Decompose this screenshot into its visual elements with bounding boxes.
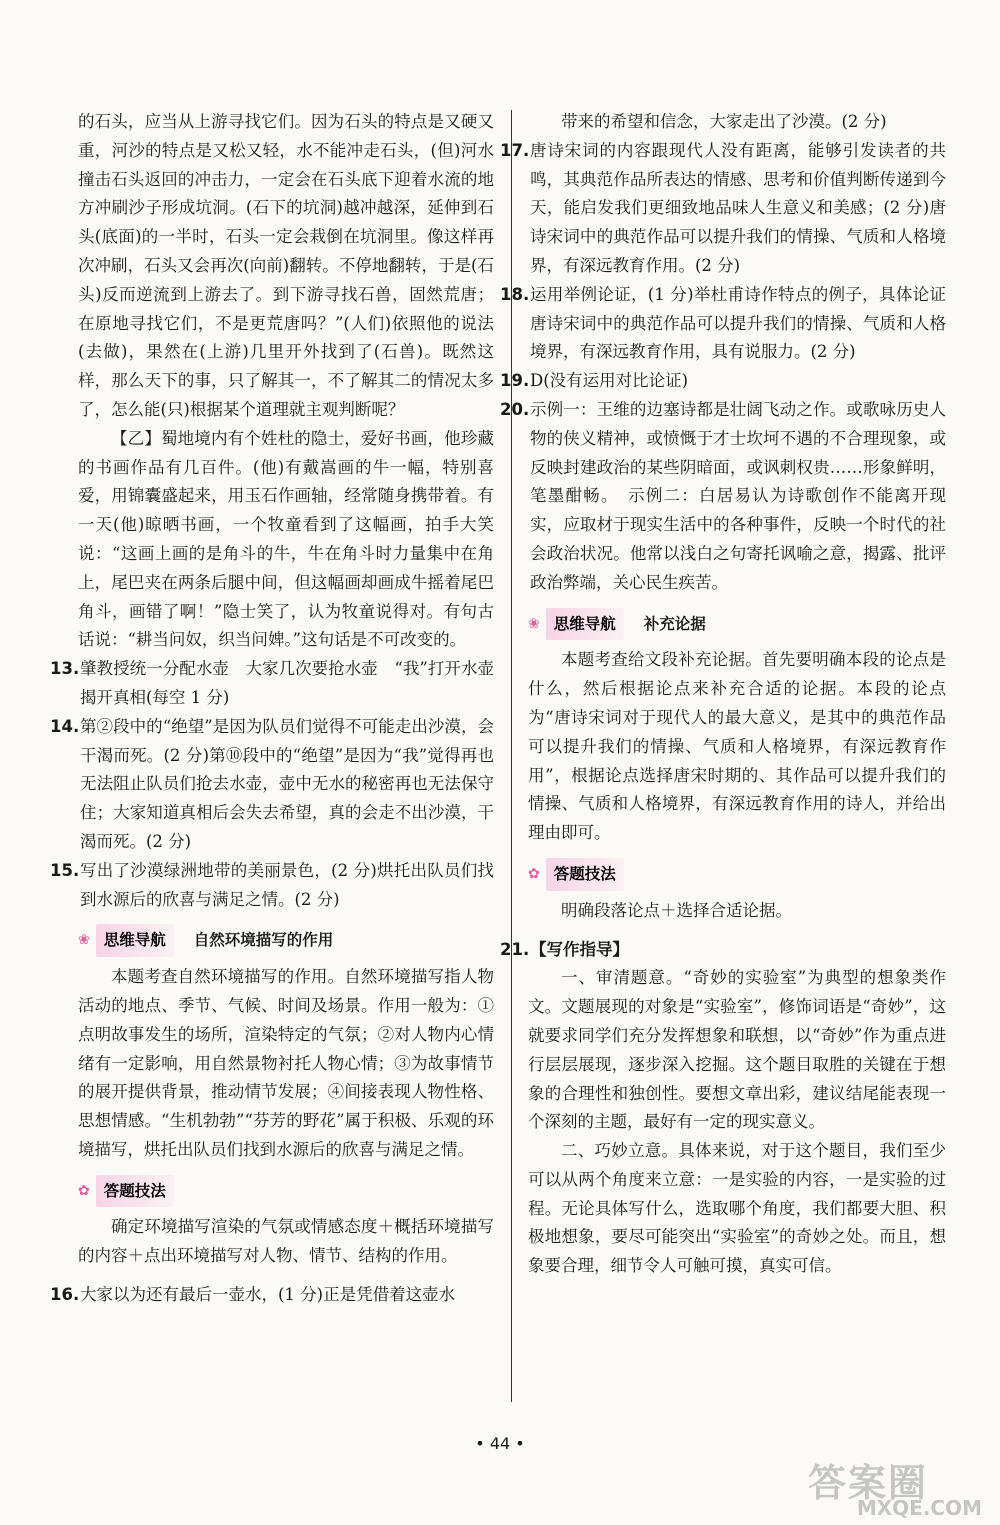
flower-icon: ❀ [528,615,540,632]
question-number: 20. [500,399,530,419]
question-number: 18. [500,284,530,304]
question-21 [500,936,946,965]
thinking-guide-heading [528,608,946,641]
left-column [50,108,494,1310]
flower-icon: ✿ [528,865,540,882]
section-tag: 思维导航 [546,608,624,641]
question-number: 13. [50,659,80,679]
flower-icon: ✿ [78,1182,90,1199]
answer-technique-body: 确定环境描写渲染的气氛或情感态度＋概括环境描写的内容＋点出环境描写对人物、情节、结构的作用。 [78,1217,494,1266]
answer-text: 唐诗宋词的内容跟现代人没有距离，能够引发读者的共鸣，其典范作品所表达的情感、思考和价值判断传递到今天，能启发我们更细致地品味人生意义和美感；(2 分)唐诗宋词中的典范作品可以提升我们的情操、气质和人格境界，有深远教育作用。(2 分) [530,140,946,275]
section-tag: 答题技法 [96,1175,174,1208]
right-column [500,108,946,1281]
writing-guide-paragraph-1: 一、审清题意。“奇妙的实验室”为典型的想象类作文。文题展现的对象是“实验室”，修饰词语是“奇妙”，这就要求同学们充分发挥想象和联想，以“奇妙”作为重点进行层层展现，逐步深入挖掘。这个题目取胜的关键在于想象的合理性和独创性。要想文章出彩，建议结尾能表现一个深刻的主题，最好有一定的现实意义。 [528,968,946,1132]
section-title: 补充论据 [643,614,706,633]
flower-icon: ❀ [78,932,90,949]
answer-text: 示例一：王维的边塞诗都是壮阔飞动之作。或歌咏历史人物的侠义精神，或愤慨于才士坎坷不遇的不合理现象，或反映封建政治的某些阴暗面，或讽刺权贵……形象鲜明，笔墨酣畅。 示例二：白居易认为诗歌创作不能离开现实，应取材于现实生活中的各种事件，反映一个时代的社会政治状况。他常以浅白之句寄托讽喻之意，揭露、批评政治弊端，关心民生疾苦。 [530,399,946,592]
section-tag: 答题技法 [546,858,624,891]
question-18 [500,281,946,367]
thinking-guide-body: 本题考查给文段补充论据。首先要明确本段的论点是什么，然后根据论点来补充合适的论据。本段的论点为“唐诗宋词对于现代人的最大意义，是其中的典范作品可以提升我们的情操、气质和人格境界，有深远教育作用”，根据论点选择唐宋时期的、其作品可以提升我们的情操、气质和人格境界，有深远教育作用的诗人，并给出理由即可。 [528,650,946,843]
section-tag: 思维导航 [96,924,174,957]
question-17 [500,137,946,281]
answer-text: 第②段中的“绝望”是因为队员们觉得不可能走出沙漠，会干渴而死。(2 分)第⑩段中的“绝望”是因为“我”觉得再也无法阻止队员们抢去水壶，壶中无水的秘密再也无法保守住；大家知道真相后会失去希望，真的会走不出沙漠，干渴而死。(2 分) [80,716,494,851]
answer-text: 运用举例论证，(1 分)举杜甫诗作特点的例子，具体论证唐诗宋词中的典范作品可以提升我们的情操、气质和人格境界，有深远教育作用，具有说服力。(2 分) [530,284,946,362]
answer-text: 写出了沙漠绿洲地带的美丽景色，(2 分)烘托出队员们找到水源后的欣喜与满足之情。(2 分) [80,860,494,909]
answer-technique-heading [528,858,946,891]
watermark-url: MXQE.COM [856,1496,982,1520]
thinking-guide-body: 本题考查自然环境描写的作用。自然环境描写指人物活动的地点、季节、气候、时间及场景。作用一般为：①点明故事发生的场所，渲染特定的气氛；②对人物内心情绪有一定影响，用自然景物衬托人物心情；③为故事情节的展开提供背景，推动情节发展；④间接表现人物性格、思想情感。“生机勃勃”“芬芳的野花”属于积极、乐观的环境描写，烘托出队员们找到水源后的欣喜与满足之情。 [78,967,494,1159]
question-15 [50,857,494,915]
thinking-guide-heading [78,924,494,957]
question-20 [500,396,946,598]
translation-paragraph-2: 【乙】蜀地境内有个姓杜的隐士，爱好书画，他珍藏的书画作品有几百件。(他)有戴嵩画的牛一幅，特别喜爱，用锦囊盛起来，用玉石作画轴，经常随身携带着。有一天(他)晾晒书画，一个牧童看到了这幅画，拍手大笑说：“这画上画的是角斗的牛，牛在角斗时力量集中在角上，尾巴夹在两条后腿中间，但这幅画却画成牛摇着尾巴角斗，画错了啊！”隐士笑了，认为牧童说得对。有句古话说：“耕当问奴，织当问婢。”这句话是不可改变的。 [78,428,494,650]
section-title: 自然环境描写的作用 [193,931,334,950]
question-number: 16. [50,1285,80,1305]
question-16-continued: 带来的希望和信念，大家走出了沙漠。(2 分) [561,112,887,131]
question-13 [50,655,494,713]
answer-text: 肇教授统一分配水壶 大家几次要抢水壶 “我”打开水壶揭开真相(每空 1 分) [80,659,494,707]
question-19 [500,367,946,396]
question-14 [50,713,494,857]
writing-guide-heading: 【写作指导】 [530,939,629,959]
writing-guide-paragraph-2: 二、巧妙立意。具体来说，对于这个题目，我们至少可以从两个角度来立意：一是实验的内容，一是实验的过程。无论具体写什么，选取哪个角度，我们都要大胆、积极地想象，要尽可能突出“实验室”的奇妙之处。而且，想象要合理，细节令人可触可摸，真实可信。 [528,1141,946,1276]
translation-paragraph-1: 的石头，应当从上游寻找它们。因为石头的特点是又硬又重，河沙的特点是又松又轻，水不能冲走石头，(但)河水撞击石头返回的冲击力，一定会在石头底下迎着水流的地方冲刷沙子形成坑洞。(石下的坑洞)越冲越深，延伸到石头(底面)的一半时，石头一定会栽倒在坑洞里。像这样再次冲刷，石头又会再次(向前)翻转。不停地翻转，于是(石头)反而逆流到上游去了。到下游寻找石兽，固然荒唐；在原地寻找它们，不是更荒唐吗？”(人们)依照他的说法(去做)，果然在(上游)几里开外找到了(石兽)。既然这样，那么天下的事，只了解其一，不了解其二的情况太多了，怎么能(只)根据某个道理就主观判断呢？ [78,112,494,419]
question-number: 17. [500,140,530,160]
answer-technique-heading [78,1175,494,1208]
question-number: 15. [50,860,80,880]
question-number: 21. [500,939,530,959]
watermark-logo [808,1452,988,1520]
answer-text: D(没有运用对比论证) [530,371,689,391]
page-number: • 44 • [475,1434,525,1453]
question-number: 14. [50,716,80,736]
watermark-text: 答案圈 [808,1461,929,1505]
answer-text: 大家以为还有最后一壶水，(1 分)正是凭借着这壶水 [80,1285,456,1305]
question-number: 19. [500,371,530,391]
question-16 [50,1281,494,1310]
answer-technique-body: 明确段落论点＋选择合适论据。 [561,900,792,920]
